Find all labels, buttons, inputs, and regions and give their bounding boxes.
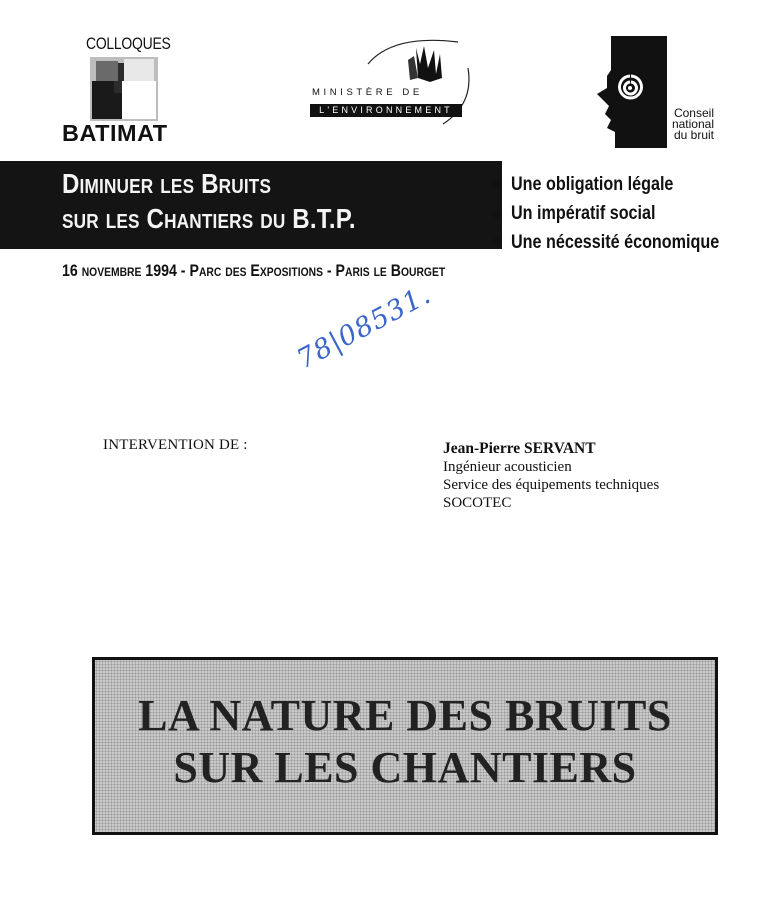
cnb-logo <box>597 36 717 146</box>
bullet-dot-icon <box>492 180 501 189</box>
batimat-wordmark: BATIMAT <box>62 120 168 146</box>
main-title-line-2: SUR LES CHANTIERS <box>173 743 637 792</box>
objective-item <box>492 170 756 199</box>
intervention-label: INTERVENTION DE : <box>103 437 248 453</box>
title-band-line-2: sur les Chantiers du B.T.P. <box>62 203 356 234</box>
speaker-company: SOCOTEC <box>443 495 512 511</box>
ministere-top-text: MINISTÈRE DE <box>312 87 423 98</box>
bullet-dot-icon <box>492 238 501 247</box>
cnb-line-3: du bruit <box>673 128 714 142</box>
speaker-block <box>443 440 659 512</box>
cnb-line-2: national <box>671 117 714 131</box>
handwritten-number: 78|08531. <box>292 279 437 376</box>
ministere-logo <box>300 34 470 134</box>
profile-spiral-icon <box>597 36 667 148</box>
speaker-name: Jean-Pierre SERVANT <box>443 440 596 457</box>
objective-item <box>492 228 756 257</box>
title-band-line-1: Diminuer les Bruits <box>62 168 272 199</box>
event-date-location: 16 novembre 1994 - Parc des Expositions - Paris le Bourget <box>62 262 446 280</box>
objective-text: Une nécessité économique <box>511 231 720 253</box>
speaker-role: Ingénieur acousticien <box>443 459 572 475</box>
colloques-label: COLLOQUES <box>86 34 171 53</box>
main-title-box <box>92 657 718 835</box>
main-title-line-1: LA NATURE DES BRUITS <box>138 691 672 740</box>
batimat-square-icon <box>90 57 158 121</box>
bullet-dot-icon <box>492 209 501 218</box>
objective-text: Une obligation légale <box>511 173 674 195</box>
cnb-line-1: Conseil <box>673 106 714 120</box>
title-band <box>0 161 502 249</box>
batimat-logo <box>62 34 192 144</box>
objective-text: Un impératif social <box>511 202 656 224</box>
objectives-list <box>492 170 756 257</box>
ministere-bar-text: L'ENVIRONNEMENT <box>310 104 462 117</box>
cnb-text <box>664 108 714 141</box>
speaker-service: Service des équipements techniques <box>443 477 660 493</box>
objective-item <box>492 199 756 228</box>
